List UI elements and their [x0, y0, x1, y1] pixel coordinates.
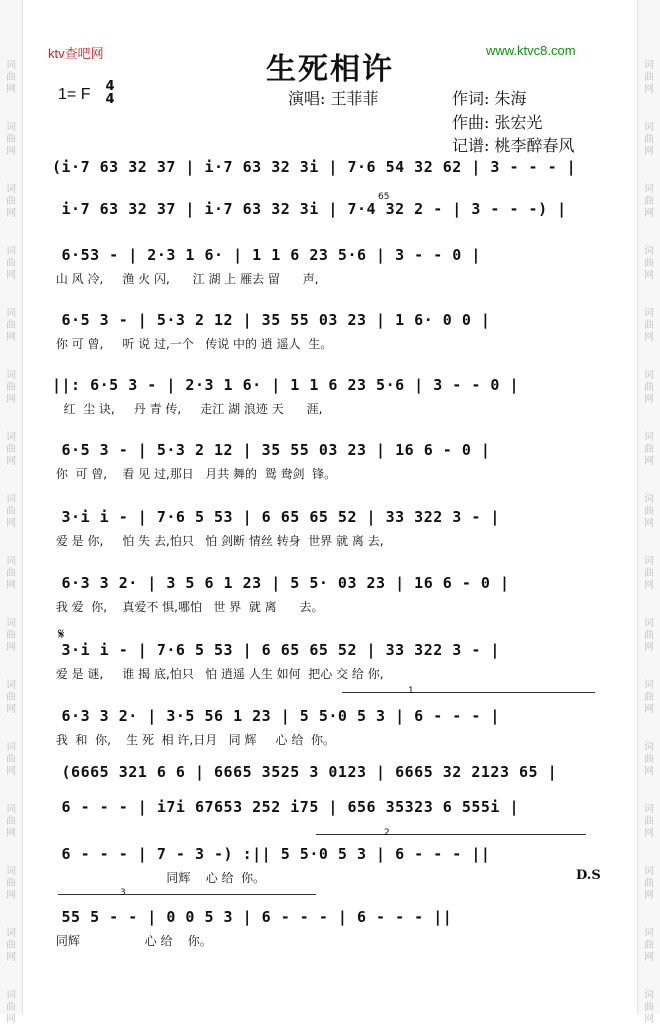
volta-1-label: 1 [408, 686, 414, 696]
notation-row: 3·i i - | 7·6 5 53 | 6 65 65 52 | 33 322 3 - | [52, 508, 500, 526]
side-watermark: 词 曲 网 [644, 370, 654, 405]
side-watermark: 词 曲 网 [644, 618, 654, 653]
side-watermark: 词 曲 网 [6, 122, 16, 157]
lyric-row: 红 尘 诀, 丹 青 传, 走江 湖 浪迹 天 涯, [52, 402, 323, 416]
notation-row: (i·7 63 32 37 | i·7 63 32 3i | 7·6 54 32 62 | 3 - - - | [52, 158, 577, 176]
lyric-row: 同辉 心 给 你。 [52, 871, 266, 885]
lyricist: 作词: 朱海 [452, 89, 527, 108]
side-watermark: 词 曲 网 [644, 928, 654, 963]
lyric-row: 你 可 曾, 听 说 过,一个 传说 中的 逍 遥人 生。 [52, 337, 333, 351]
notation-row: ||: 6·5 3 - | 2·3 1 6· | 1 1 6 23 5·6 | 3 - - 0 | [52, 376, 520, 394]
side-watermark: 词 曲 网 [644, 742, 654, 777]
notation-row: 6·5 3 - | 5·3 2 12 | 35 55 03 23 | 16 6 - 0 | [52, 441, 491, 459]
side-watermark: 词 曲 网 [6, 370, 16, 405]
side-watermark: 词 曲 网 [6, 432, 16, 467]
notation-row: (6665 321 6 6 | 6665 3525 3 0123 | 6665 32 2123 65 | [52, 763, 558, 781]
left-watermark-strip [0, 0, 23, 1025]
volta-2-bracket [316, 834, 586, 835]
notation-row: 6·3 3 2· | 3·5 56 1 23 | 5 5·0 5 3 | 6 - - - | [52, 707, 500, 725]
side-watermark: 词 曲 网 [644, 122, 654, 157]
notation-row: 6·53 - | 2·3 1 6· | 1 1 6 23 5·6 | 3 - - 0 | [52, 246, 481, 264]
side-watermark: 词 曲 网 [6, 246, 16, 281]
volta-1-bracket [342, 692, 595, 693]
side-watermark: 词 曲 网 [644, 246, 654, 281]
side-watermark: 词 曲 网 [644, 680, 654, 715]
notation-row: i·7 63 32 37 | i·7 63 32 3i | 7·4 32 2 - | 3 - - -) | [52, 200, 567, 218]
notation-row: 6 - - - | i7i 67653 252 i75 | 656 35323 6 555i | [52, 798, 520, 816]
singer: 演唱: 王菲菲 [288, 89, 379, 108]
lyric-row: 爱 是 谜, 谁 揭 底,怕只 怕 逍遥 人生 如何 把心 交 给 你, [52, 667, 384, 681]
side-watermark: 词 曲 网 [6, 680, 16, 715]
volta-3-bracket [58, 894, 316, 895]
side-watermark: 词 曲 网 [6, 804, 16, 839]
side-watermark: 词 曲 网 [644, 494, 654, 529]
key-signature: 1= F [58, 86, 91, 103]
ktvc8-url: www.ktvc8.com [486, 43, 576, 58]
notation-row: 6·5 3 - | 5·3 2 12 | 35 55 03 23 | 1 6· 0 0 | [52, 311, 491, 329]
side-watermark: 词 曲 网 [644, 60, 654, 95]
side-watermark: 词 曲 网 [6, 866, 16, 901]
side-watermark: 词 曲 网 [6, 742, 16, 777]
side-watermark: 词 曲 网 [6, 618, 16, 653]
notation-row: 6 - - - | 7 - 3 -) :|| 5 5·0 5 3 | 6 - - - || [52, 845, 491, 863]
notation-row: 6·3 3 2· | 3 5 6 1 23 | 5 5· 03 23 | 16 6 - 0 | [52, 574, 510, 592]
segno-sign: 𝄋 [58, 625, 65, 643]
composer: 作曲: 张宏光 [452, 113, 543, 132]
side-watermark: 词 曲 网 [6, 184, 16, 219]
dal-segno-mark: D.S [576, 868, 601, 883]
side-watermark: 词 曲 网 [6, 928, 16, 963]
side-watermark: 词 曲 网 [644, 556, 654, 591]
lyric-row: 我 和 你, 生 死 相 许,日月 同 辉 心 给 你。 [52, 733, 335, 747]
lyric-row: 同辉 心 给 你。 [52, 934, 212, 948]
side-watermark: 词 曲 网 [644, 990, 654, 1025]
volta-3-label: 3 [120, 888, 126, 898]
lyric-row: 爱 是 你, 怕 失 去,怕只 怕 剑断 情丝 转身 世界 就 离 去, [52, 534, 384, 548]
side-watermark: 词 曲 网 [644, 432, 654, 467]
side-watermark: 词 曲 网 [644, 804, 654, 839]
side-watermark: 词 曲 网 [6, 556, 16, 591]
volta-2-label: 2 [384, 828, 390, 838]
lyric-row: 山 风 冷, 渔 火 闪, 江 湖 上 雁去 留 声, [52, 272, 319, 286]
side-watermark: 词 曲 网 [644, 866, 654, 901]
notation-row: 55 5 - - | 0 0 5 3 | 6 - - - | 6 - - - || [52, 908, 453, 926]
side-watermark: 词 曲 网 [6, 990, 16, 1025]
transcriber: 记谱: 桃李醉春风 [452, 136, 575, 155]
side-watermark: 词 曲 网 [6, 494, 16, 529]
lyric-row: 我 爱 你, 真爱不 惧,哪怕 世 界 就 离 去。 [52, 600, 324, 614]
notation-row: 3·i i - | 7·6 5 53 | 6 65 65 52 | 33 322 3 - | [52, 641, 500, 659]
ktv-site-logo: ktv查吧网 [48, 46, 104, 61]
grace-note-label: 65 [378, 192, 390, 202]
lyric-row: 你 可 曾, 看 见 过,那日 月共 舞的 鸳 鸯剑 锋。 [52, 467, 337, 481]
side-watermark: 词 曲 网 [6, 308, 16, 343]
time-signature: 4 4 [105, 79, 115, 107]
side-watermark: 词 曲 网 [6, 60, 16, 95]
side-watermark: 词 曲 网 [644, 184, 654, 219]
side-watermark: 词 曲 网 [644, 308, 654, 343]
song-title: 生死相许 [266, 52, 394, 87]
